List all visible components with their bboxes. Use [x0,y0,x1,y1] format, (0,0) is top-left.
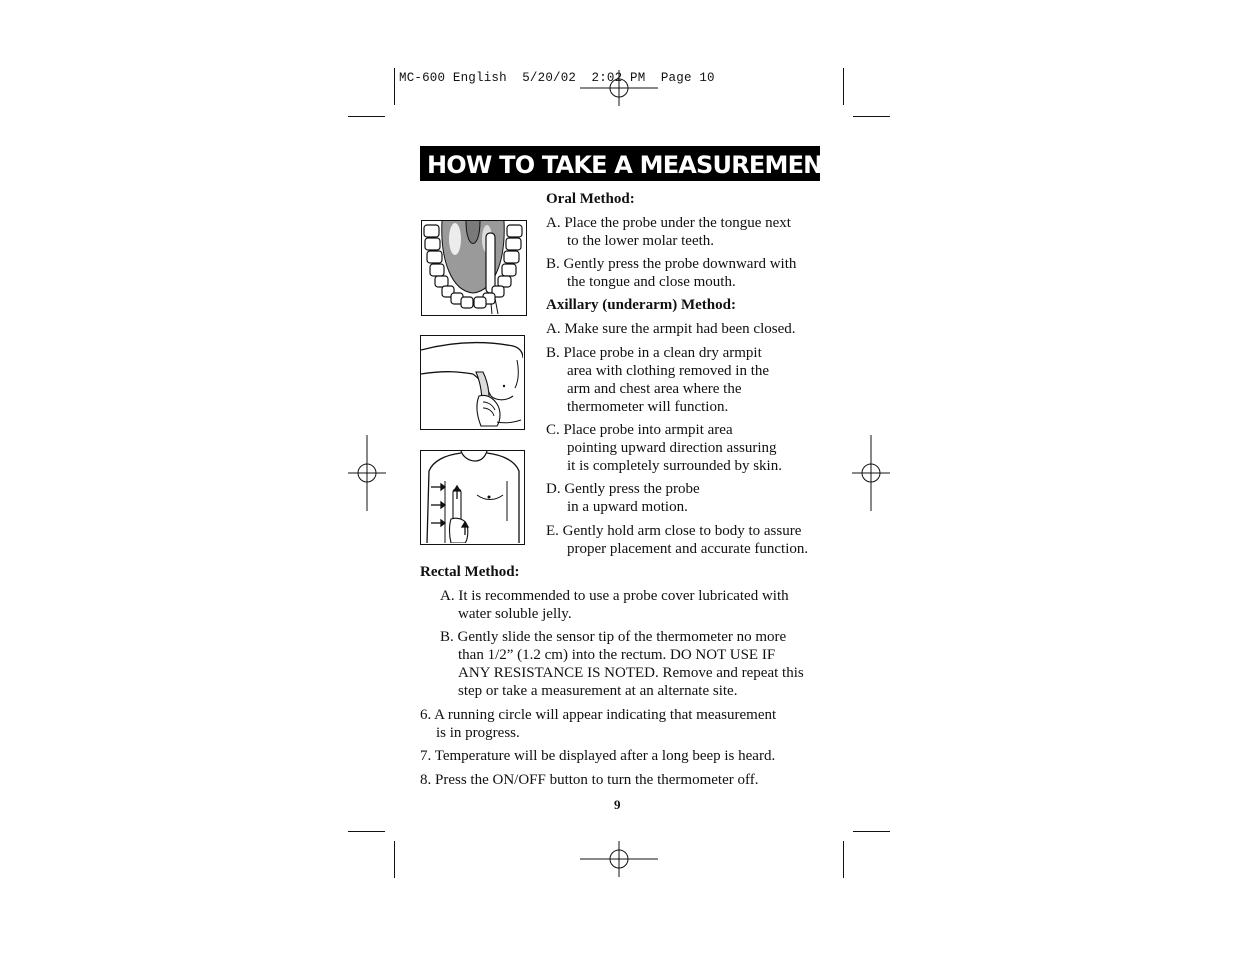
rectal-step-b-line-4: step or take a measurement at an alternate site. [458,683,738,699]
crop-mark-icon [853,116,890,117]
axillary-method-heading: Axillary (underarm) Method: [546,297,736,313]
axillary-step-e-line-1: E. Gently hold arm close to body to assure [546,523,802,539]
axillary-step-a: A. Make sure the armpit had been closed. [546,321,796,337]
page-title: HOW TO TAKE A MEASUREMENT [420,146,820,181]
registration-mark-icon [580,70,658,106]
chest-illustration [420,450,525,545]
chest-illustration-icon [421,451,523,543]
print-slug-line: MC-600 English 5/20/02 2:02 PM Page 10 [399,71,715,85]
registration-mark-icon [580,841,658,877]
oral-illustration [421,220,527,316]
rectal-step-b-line-3: ANY RESISTANCE IS NOTED. Remove and repeat this [458,665,804,681]
oral-method-heading: Oral Method: [546,191,635,207]
axillary-step-e [546,522,808,558]
oral-step-a-line-2: to the lower molar teeth. [567,233,715,249]
axillary-step-d-line-1: D. Gently press the probe [546,481,700,497]
crop-mark-icon [853,831,890,832]
step-6-line-1: 6. A running circle will appear indicating that measurement [420,707,777,723]
crop-mark-icon [348,116,385,117]
rectal-step-b-line-1: B. Gently slide the sensor tip of the thermometer no more [440,629,787,645]
crop-mark-icon [843,841,844,878]
axillary-step-c-line-1: C. Place probe into armpit area [546,422,733,438]
rectal-step-a-line-1: A. It is recommended to use a probe cover lubricated with [440,588,789,604]
axillary-step-d-line-2: in a upward motion. [567,499,688,515]
axillary-step-c [546,421,782,475]
crop-mark-icon [348,831,385,832]
rectal-step-b-line-2: than 1/2” (1.2 cm) into the rectum. DO NOT USE IF [458,647,776,663]
step-8: 8. Press the ON/OFF button to turn the thermometer off. [420,772,759,788]
armpit-illustration [420,335,525,430]
rectal-step-b [440,628,804,700]
axillary-step-c-line-2: pointing upward direction assuring [567,440,777,456]
rectal-method-heading: Rectal Method: [420,564,520,580]
armpit-illustration-icon [421,336,523,428]
axillary-step-e-line-2: proper placement and accurate function. [567,541,809,557]
axillary-step-b-line-1: B. Place probe in a clean dry armpit [546,345,762,361]
oral-step-a-line-1: A. Place the probe under the tongue next [546,215,791,231]
rectal-step-a-line-2: water soluble jelly. [458,606,572,622]
step-7: 7. Temperature will be displayed after a long beep is heard. [420,748,776,764]
axillary-step-b [546,344,769,416]
oral-illustration-icon [422,221,525,314]
step-6-line-2: is in progress. [436,725,520,741]
rectal-step-a [440,587,789,623]
registration-mark-icon [852,435,890,511]
axillary-step-b-line-3: arm and chest area where the [567,381,742,397]
registration-mark-icon [348,435,386,511]
axillary-step-c-line-3: it is completely surrounded by skin. [567,458,782,474]
page-number: 9 [614,797,621,812]
crop-mark-icon [394,68,395,105]
oral-step-a [546,214,791,250]
oral-step-b [546,255,796,291]
axillary-step-b-line-4: thermometer will function. [567,399,729,415]
step-6 [420,706,776,742]
oral-step-b-line-2: the tongue and close mouth. [567,274,736,290]
axillary-step-b-line-2: area with clothing removed in the [567,363,770,379]
crop-mark-icon [843,68,844,105]
crop-mark-icon [394,841,395,878]
oral-step-b-line-1: B. Gently press the probe downward with [546,256,797,272]
axillary-step-d [546,480,700,516]
